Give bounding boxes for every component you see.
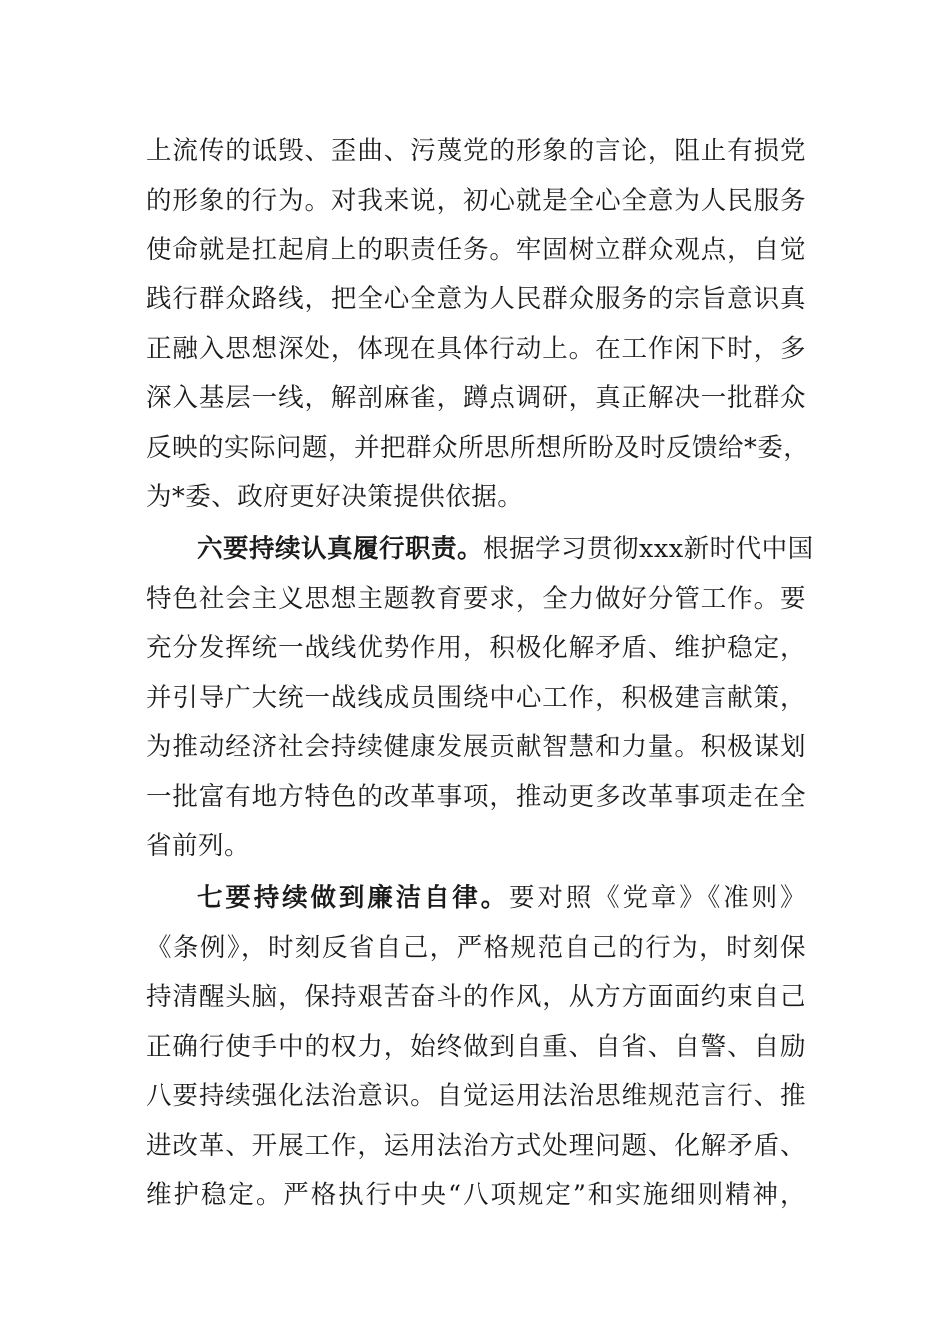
text-run: 要对照《党章》《准则》 — [509, 883, 806, 913]
text-line: 《条例》，时刻反省自己，严格规范自己的行为，时刻保 — [146, 933, 806, 963]
text-line: 的形象的行为。对我来说，初心就是全心全意为人民服务 — [146, 186, 806, 216]
text-line: 八要持续强化法治意识。自觉运用法治思维规范言行、推 — [146, 1081, 806, 1111]
text-line: 并引导广大统一战线成员围绕中心工作，积极建言献策， — [146, 683, 806, 713]
text-line: 践行群众路线，把全心全意为人民群众服务的宗旨意识真 — [146, 284, 806, 314]
text-line: 使命就是扛起肩上的职责任务。牢固树立群众观点，自觉 — [146, 235, 806, 265]
text-run: 根据学习贯彻xxx新时代中国 — [483, 534, 814, 564]
text-line: 省前列。 — [146, 831, 251, 861]
section-heading: 七要持续做到廉洁自律。 — [197, 883, 510, 913]
text-line: 持清醒头脑，保持艰苦奋斗的作风，从方方面面约束自己 — [146, 982, 806, 1012]
paragraph-first-line — [197, 878, 806, 918]
text-line: 上流传的诋毁、歪曲、污蔑党的形象的言论，阻止有损党 — [146, 136, 806, 166]
paragraph-first-line — [197, 529, 814, 569]
section-heading: 六要持续认真履行职责。 — [197, 534, 484, 564]
text-line: 正融入思想深处，体现在具体行动上。在工作闲下时，多 — [146, 334, 806, 364]
text-line: 进改革、开展工作，运用法治方式处理问题、化解矛盾、 — [146, 1131, 806, 1161]
text-line: 一批富有地方特色的改革事项，推动更多改革事项走在全 — [146, 782, 806, 812]
text-line: 正确行使手中的权力，始终做到自重、自省、自警、自励 — [146, 1032, 806, 1062]
text-line: 特色社会主义思想主题教育要求，全力做好分管工作。要 — [146, 584, 806, 614]
text-line: 反映的实际问题，并把群众所思所想所盼及时反馈给*委， — [146, 433, 810, 463]
text-line: 充分发挥统一战线优势作用，积极化解矛盾、维护稳定， — [146, 633, 806, 663]
text-line: 为*委、政府更好决策提供依据。 — [146, 482, 524, 512]
text-line: 维护稳定。严格执行中央“八项规定”和实施细则精神， — [146, 1180, 806, 1210]
text-line: 为推动经济社会持续健康发展贡献智慧和力量。积极谋划 — [146, 732, 806, 762]
text-line: 深入基层一线，解剖麻雀，蹲点调研，真正解决一批群众 — [146, 383, 806, 413]
